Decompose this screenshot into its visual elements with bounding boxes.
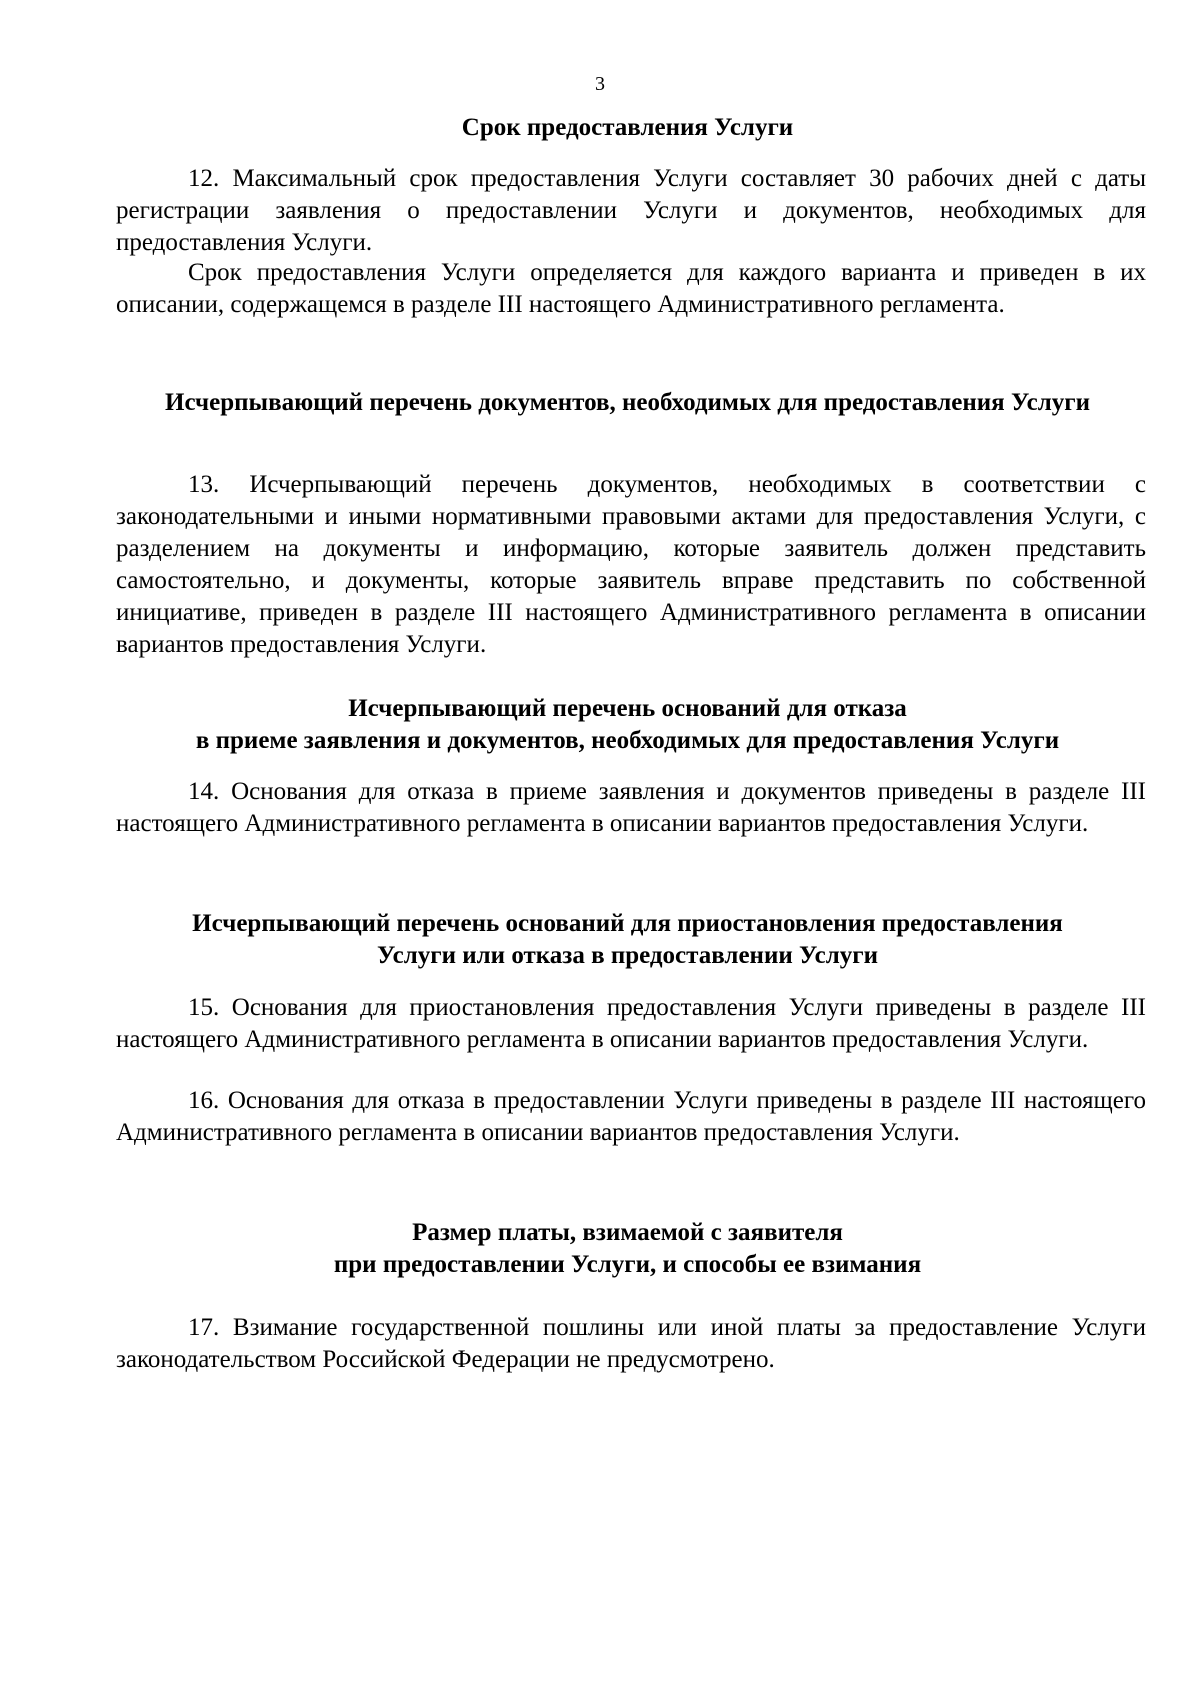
- heading-line: в приеме заявления и документов, необходимых для предоставления Услуги: [195, 727, 1060, 754]
- paragraph-17: 17. Взимание государственной пошлины или иной платы за предоставление Услуги законодательством Российской Федерации не предусмотрено.: [116, 1314, 1146, 1373]
- paragraph-16: 16. Основания для отказа в предоставлении Услуги приведены в разделе III настоящего Административного регламента в описании вариантов предоставления Услуги.: [116, 1087, 1146, 1146]
- paragraph-14: 14. Основания для отказа в приеме заявления и документов приведены в разделе III настоящего Административного регламента в описании вариантов предоставления Услуги.: [116, 778, 1146, 837]
- section-heading-service-term: Срок предоставления Услуги: [461, 114, 794, 141]
- section-heading-suspension-refusal: [110, 908, 1145, 972]
- paragraph-13: 13. Исчерпывающий перечень документов, необходимых в соответствии с законодательными и иными нормативными правовыми актами для предоставления Услуги, с разделением на документы и информацию, которые заявитель должен представить самостоятельно, и документы, которые заявитель вправе представить по собственной инициативе, приведен в разделе III настоящего Административного регламента в описании вариантов предоставления Услуги.: [116, 471, 1146, 658]
- page-number: 3: [595, 73, 605, 95]
- heading-line: при предоставлении Услуги, и способы ее взимания: [333, 1251, 922, 1278]
- section-heading-documents-list: Исчерпывающий перечень документов, необходимых для предоставления Услуги: [165, 389, 1090, 416]
- heading-line: Услуги или отказа в предоставлении Услуги: [376, 942, 879, 969]
- section-heading-refusal-acceptance: [110, 693, 1145, 757]
- paragraph-15: 15. Основания для приостановления предоставления Услуги приведены в разделе III настоящего Административного регламента в описании вариантов предоставления Услуги.: [116, 994, 1146, 1053]
- heading-line: Размер платы, взимаемой с заявителя: [412, 1219, 843, 1246]
- paragraph-service-term-variants: Срок предоставления Услуги определяется для каждого варианта и приведен в их описании, содержащемся в разделе III настоящего Административного регламента.: [116, 259, 1146, 318]
- paragraph-12: 12. Максимальный срок предоставления Услуги составляет 30 рабочих дней с даты регистрации заявления о предоставлении Услуги и документов, необходимых для предоставления Услуги.: [116, 165, 1146, 256]
- heading-line: Исчерпывающий перечень оснований для отказа: [348, 695, 907, 722]
- section-heading-fee: [110, 1217, 1145, 1281]
- heading-line: Исчерпывающий перечень оснований для приостановления предоставления: [192, 910, 1063, 937]
